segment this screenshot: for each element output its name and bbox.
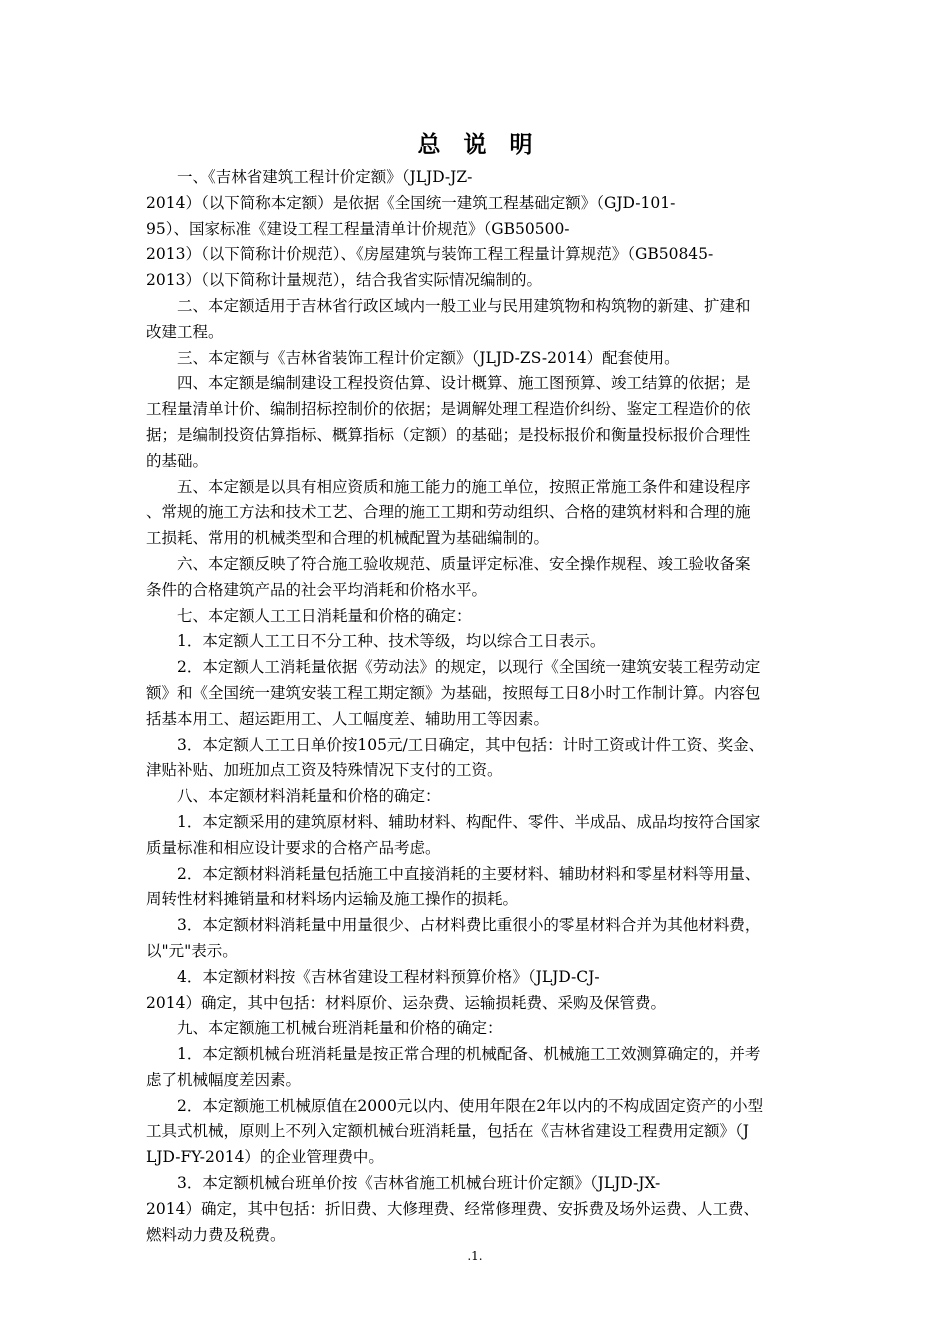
text-line: 八、本定额材料消耗量和价格的确定： <box>177 787 441 806</box>
text-line: 1．本定额人工工日不分工种、技术等级，均以综合工日表示。 <box>177 632 606 651</box>
text-line: 1．本定额采用的建筑原材料、辅助材料、构配件、零件、半成品、成品均按符合国家 <box>177 812 761 831</box>
text-line: 工具式机械，原则上不列入定额机械台班消耗量，包括在《吉林省建设工程费用定额》（J <box>146 1122 749 1141</box>
text-line: 一、《吉林省建筑工程计价定额》（JLJD-JZ- <box>177 168 473 186</box>
text-line: 2014）（以下简称本定额）是依据《全国统一建筑工程基础定额》（GJD-101- <box>146 193 676 212</box>
document-body <box>146 165 806 1248</box>
text-line: 以"元"表示。 <box>146 941 238 960</box>
text-line: 燃料动力费及税费。 <box>146 1225 286 1244</box>
text-line: 条件的合格建筑产品的社会平均消耗和价格水平。 <box>146 580 488 599</box>
text-line: 质量标准和相应设计要求的合格产品考虑。 <box>146 838 441 857</box>
text-line: 2014）确定，其中包括：折旧费、大修理费、经常修理费、安拆费及场外运费、人工费、 <box>146 1199 759 1218</box>
text-line: 3．本定额人工工日单价按105元/工日确定，其中包括：计时工资或计件工资、奖金、 <box>177 735 765 754</box>
text-line: 95）、国家标准《建设工程工程量清单计价规范》（GB50500- <box>146 219 570 238</box>
text-line: 九、本定额施工机械台班消耗量和价格的确定： <box>177 1019 503 1038</box>
text-line: 虑了机械幅度差因素。 <box>146 1070 302 1089</box>
text-line: 三、本定额与《吉林省装饰工程计价定额》（JLJD-ZS-2014）配套使用。 <box>177 348 680 367</box>
text-line: 3．本定额材料消耗量中用量很少、占材料费比重很小的零星材料合并为其他材料费， <box>177 916 761 935</box>
text-line: 五、本定额是以具有相应资质和施工能力的施工单位，按照正常施工条件和建设程序 <box>177 477 751 496</box>
text-line: 据；是编制投资估算指标、概算指标（定额）的基础；是投标报价和衡量投标报价合理性 <box>146 425 751 444</box>
text-line: 七、本定额人工工日消耗量和价格的确定： <box>177 606 472 625</box>
text-line: 、常规的施工方法和技术工艺、合理的施工工期和劳动组织、合格的建筑材料和合理的施 <box>146 503 751 522</box>
text-line: 额》和《全国统一建筑安装工程工期定额》为基础，按照每工日8小时工作制计算。内容包 <box>146 683 761 702</box>
text-line: 4．本定额材料按《吉林省建设工程材料预算价格》（JLJD-CJ- <box>177 967 600 986</box>
text-line: 括基本用工、超运距用工、人工幅度差、辅助用工等因素。 <box>146 709 550 728</box>
text-line: 工程量清单计价、编制招标控制价的依据；是调解处理工程造价纠纷、鉴定工程造价的依 <box>146 400 751 419</box>
text-line: 二、本定额适用于吉林省行政区域内一般工业与民用建筑物和构筑物的新建、扩建和 <box>177 296 751 315</box>
text-line: 改建工程。 <box>146 322 224 341</box>
text-line: 四、本定额是编制建设工程投资估算、设计概算、施工图预算、竣工结算的依据；是 <box>177 374 751 393</box>
text-line: 2013）（以下简称计量规范），结合我省实际情况编制的。 <box>146 271 542 290</box>
text-line: 的基础。 <box>146 451 209 470</box>
text-line: 津贴补贴、加班加点工资及特殊情况下支付的工资。 <box>146 761 503 780</box>
text-line: LJD-FY-2014）的企业管理费中。 <box>146 1148 384 1167</box>
text-line: 2．本定额材料消耗量包括施工中直接消耗的主要材料、辅助材料和零星材料等用量、 <box>177 864 761 883</box>
text-line: 工损耗、常用的机械类型和合理的机械配置为基础编制的。 <box>146 529 550 548</box>
text-line: 周转性材料摊销量和材料场内运输及施工操作的损耗。 <box>146 890 519 909</box>
page-title: 总 说 明 <box>417 132 533 158</box>
text-line: 2013）（以下简称计价规范）、《房屋建筑与装饰工程工程量计算规范》（GB50845- <box>146 245 714 264</box>
text-line: 2．本定额人工消耗量依据《劳动法》的规定，以现行《全国统一建筑安装工程劳动定 <box>177 658 761 677</box>
text-line: 2014）确定，其中包括：材料原价、运杂费、运输损耗费、采购及保管费。 <box>146 993 666 1012</box>
text-line: 1．本定额机械台班消耗量是按正常合理的机械配备、机械施工工效测算确定的，并考 <box>177 1045 761 1064</box>
page-number: .1. <box>467 1249 483 1263</box>
text-line: 2．本定额施工机械原值在2000元以内、使用年限在2年以内的不构成固定资产的小型 <box>177 1096 764 1115</box>
text-line: 3．本定额机械台班单价按《吉林省施工机械台班计价定额》（JLJD-JX- <box>177 1174 661 1193</box>
text-line: 六、本定额反映了符合施工验收规范、质量评定标准、安全操作规程、竣工验收备案 <box>177 554 751 573</box>
